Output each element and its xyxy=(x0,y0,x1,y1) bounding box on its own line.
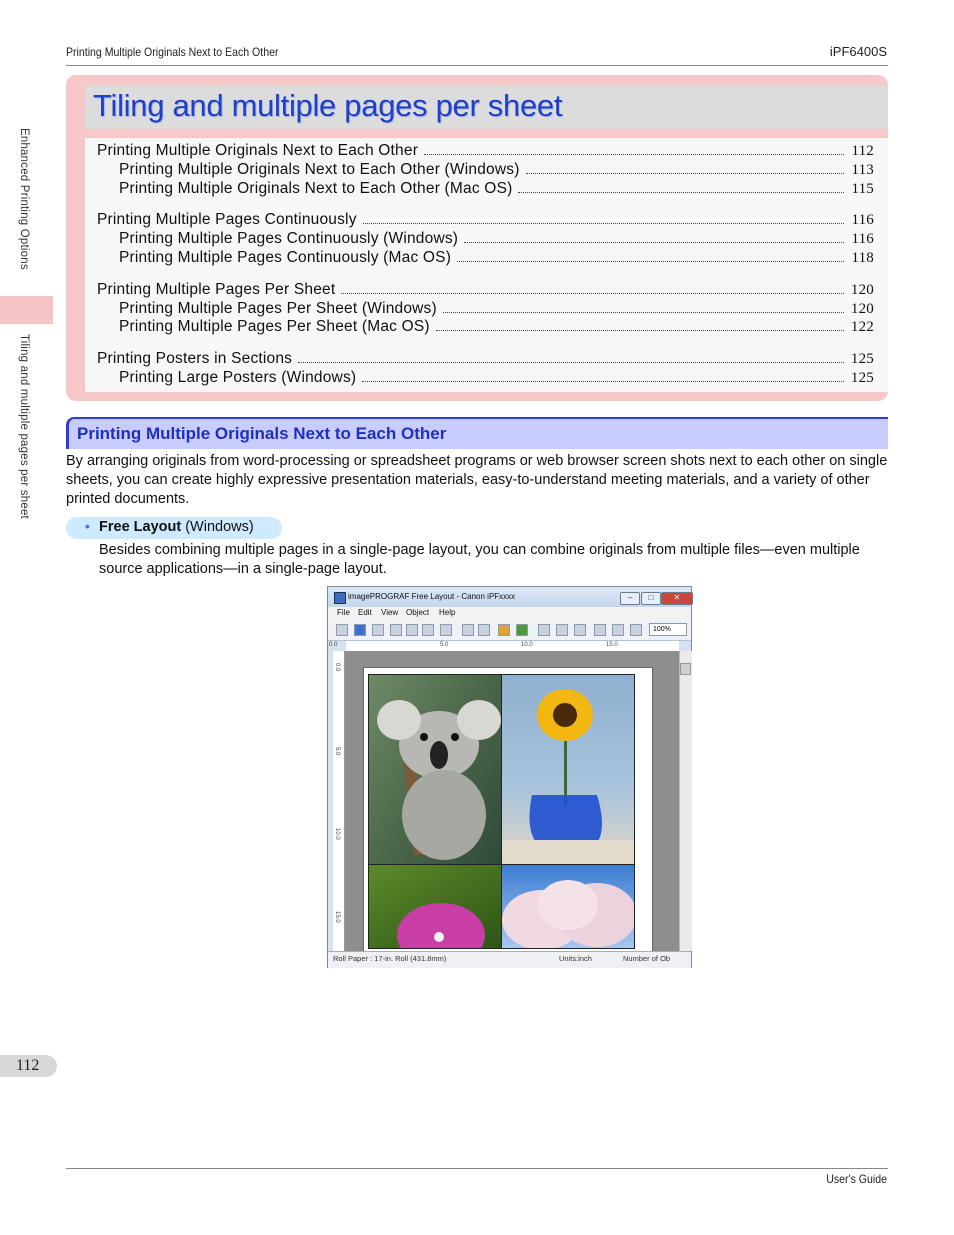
running-header-model: iPF6400S xyxy=(829,44,887,59)
side-tab-chapter: Enhanced Printing Options xyxy=(18,128,30,270)
status-objects: Number of Ob xyxy=(623,954,671,963)
toc-entry-text: Printing Multiple Originals Next to Each Other (Windows) xyxy=(119,161,520,178)
toc-entry-text: Printing Multiple Pages Continuously xyxy=(97,211,357,228)
toc-entry-page: 118 xyxy=(851,250,874,266)
ruler-h-label: 10.0 xyxy=(521,642,533,648)
undo-icon[interactable] xyxy=(354,624,366,636)
vertical-scrollbar[interactable] xyxy=(679,651,692,951)
toc-entry-text: Printing Multiple Originals Next to Each Other (Mac OS) xyxy=(119,180,513,197)
free-layout-window xyxy=(327,586,692,968)
ruler-v-label: 0.0 xyxy=(334,663,340,672)
bullet-body: Besides combining multiple pages in a single-page layout, you can combine originals from multiple files—even multiple source applications—in a single-page layout. xyxy=(99,542,860,577)
scrollbar-thumb[interactable] xyxy=(680,663,691,675)
menu-view[interactable]: View xyxy=(381,608,399,617)
toc-entry-page: 115 xyxy=(851,181,874,197)
side-tab-highlight xyxy=(0,296,53,324)
toc-entry-text: Printing Multiple Pages Continuously (Windows) xyxy=(119,230,459,247)
toc-entry[interactable] xyxy=(119,300,874,319)
image-icon[interactable] xyxy=(498,624,510,636)
ruler-h-label: 0.0 xyxy=(329,642,338,648)
close-icon[interactable]: ✕ xyxy=(661,592,693,605)
align-top-icon[interactable] xyxy=(594,624,606,636)
bullet-label-suffix: (Windows) xyxy=(181,519,254,535)
menu-help[interactable]: Help xyxy=(439,608,456,617)
toc-entry[interactable] xyxy=(97,350,874,369)
toc-entry[interactable] xyxy=(119,249,874,268)
print-icon[interactable] xyxy=(336,624,348,636)
photo-koala[interactable] xyxy=(368,674,502,865)
page-number: 112 xyxy=(16,1057,40,1074)
bullet-marker: • xyxy=(85,518,90,534)
align-right-icon[interactable] xyxy=(574,624,586,636)
toc-entry-text: Printing Multiple Pages Per Sheet (Windows) xyxy=(119,300,437,317)
ruler-v-label: 15.0 xyxy=(334,911,340,923)
align-middle-icon[interactable] xyxy=(612,624,624,636)
menu-edit[interactable]: Edit xyxy=(358,608,372,617)
sunflower-image xyxy=(502,675,634,864)
align-left-icon[interactable] xyxy=(538,624,550,636)
footer-rule xyxy=(66,1168,888,1169)
bullet-label xyxy=(99,519,254,535)
toc-entry-text: Printing Multiple Pages Continuously (Mac OS) xyxy=(119,249,452,266)
toc-entry-page: 125 xyxy=(850,370,874,386)
toc-entry[interactable] xyxy=(119,369,874,388)
toc-entry-page: 116 xyxy=(851,231,874,247)
section-body: By arranging originals from word-processing or spreadsheet programs or web browser screen shots next to each other on single sheets, you can create highly expressive presentation materials, easy-to-understand meeting materials, and a variety of other printed documents. xyxy=(66,453,888,507)
toc-entry-page: 125 xyxy=(850,351,874,367)
toc-entry-text: Printing Multiple Originals Next to Each Other xyxy=(97,142,419,159)
flower-image xyxy=(369,865,501,948)
header-rule xyxy=(66,65,888,66)
properties-icon[interactable] xyxy=(516,624,528,636)
photo-sunflower[interactable] xyxy=(501,674,635,865)
toc-entry-text: Printing Large Posters (Windows) xyxy=(119,369,357,386)
toc-entry[interactable] xyxy=(119,318,874,337)
ruler-v-label: 10.0 xyxy=(334,828,340,840)
footer-guide: User's Guide xyxy=(826,1172,887,1186)
delete-icon[interactable] xyxy=(440,624,452,636)
copy-icon[interactable] xyxy=(406,624,418,636)
status-units: Units:inch xyxy=(559,954,592,963)
toc-entry-page: 116 xyxy=(851,212,874,228)
app-icon xyxy=(334,592,346,604)
toc-entry[interactable] xyxy=(97,142,874,161)
bullet-label-bold: Free Layout xyxy=(99,519,182,535)
menu-file[interactable]: File xyxy=(337,608,350,617)
running-header-section: Printing Multiple Originals Next to Each Other xyxy=(66,45,279,59)
toc-entry-text: Printing Posters in Sections xyxy=(97,350,293,367)
zoom-select[interactable]: 100% xyxy=(649,623,687,636)
cut-icon[interactable] xyxy=(390,624,402,636)
toc-entry[interactable] xyxy=(97,281,874,300)
ruler-v-label: 5.0 xyxy=(334,747,340,756)
ruler-h-label: 15.0 xyxy=(606,642,618,648)
menu-object[interactable]: Object xyxy=(406,608,430,617)
toc-entry-page: 120 xyxy=(850,282,874,298)
minimize-icon[interactable]: – xyxy=(620,592,640,605)
section-heading: Printing Multiple Originals Next to Each Other xyxy=(77,424,447,443)
paste-icon[interactable] xyxy=(422,624,434,636)
photo-flower[interactable] xyxy=(368,864,502,949)
koala-image xyxy=(369,675,501,864)
send-backward-icon[interactable] xyxy=(478,624,490,636)
window-title: imagePROGRAF Free Layout - Canon iPFxxxx xyxy=(348,592,516,601)
align-bottom-icon[interactable] xyxy=(630,624,642,636)
toc-entry-page: 112 xyxy=(851,143,874,159)
cherry-blossom-image xyxy=(502,865,634,948)
ruler-h-label: 5.0 xyxy=(440,642,449,648)
align-center-icon[interactable] xyxy=(556,624,568,636)
toc-entry[interactable] xyxy=(119,161,874,180)
toc-entry[interactable] xyxy=(97,211,874,230)
toc-entry-text: Printing Multiple Pages Per Sheet (Mac OS) xyxy=(119,318,430,335)
toc-entry-page: 113 xyxy=(851,162,874,178)
maximize-icon[interactable]: □ xyxy=(641,592,661,605)
photo-cherry-blossom[interactable] xyxy=(501,864,635,949)
toc-entry-page: 122 xyxy=(850,319,874,335)
vertical-ruler xyxy=(333,651,345,951)
page-title: Tiling and multiple pages per sheet xyxy=(93,88,563,123)
status-paper: Roll Paper : 17-in. Roll (431.8mm) xyxy=(333,954,447,963)
side-tab-section: Tiling and multiple pages per sheet xyxy=(18,334,30,519)
toc-entry[interactable] xyxy=(119,180,874,199)
bring-forward-icon[interactable] xyxy=(462,624,474,636)
page-number-badge xyxy=(0,1055,57,1077)
toc-entry-page: 120 xyxy=(850,301,874,317)
redo-icon[interactable] xyxy=(372,624,384,636)
toc-entry[interactable] xyxy=(119,230,874,249)
toc-entry-text: Printing Multiple Pages Per Sheet xyxy=(97,281,336,298)
